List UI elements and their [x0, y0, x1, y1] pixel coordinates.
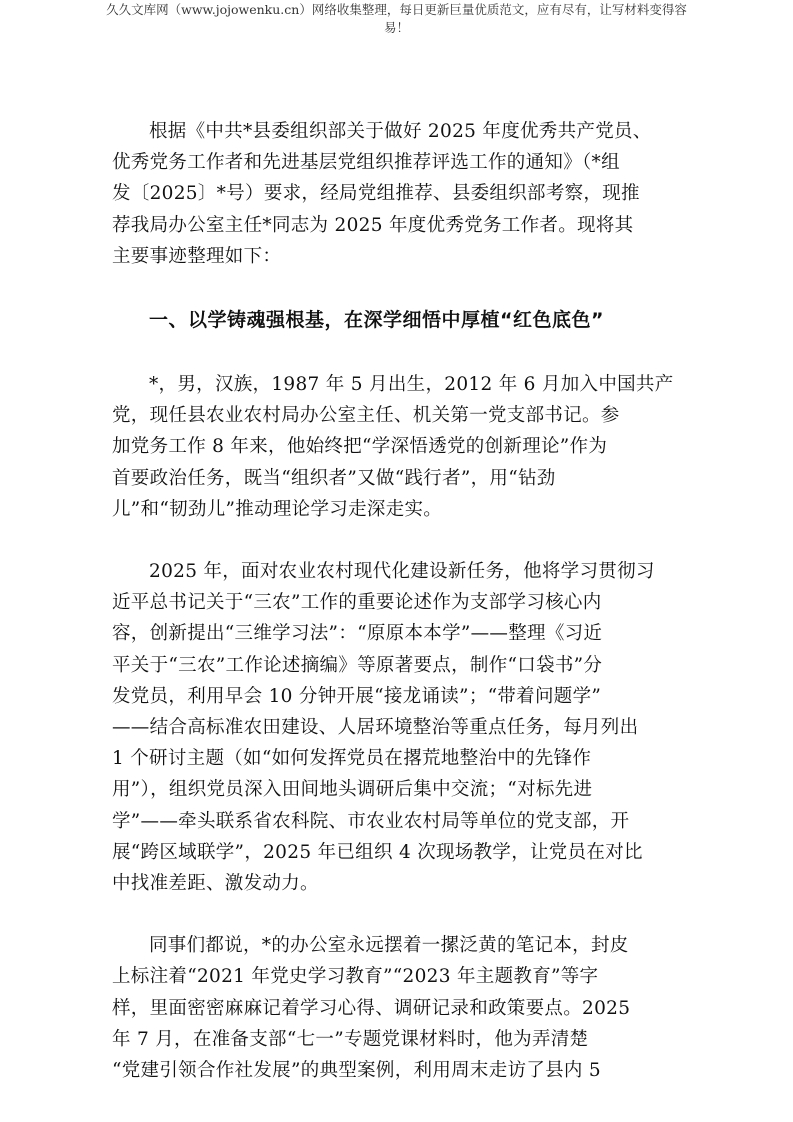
text-line: 展“跨区域联学”，2025 年已组织 4 次现场教学，让党员在对比: [112, 841, 643, 863]
text-line: 2025 年，面对农业农村现代化建设新任务，他将学习贯彻习: [149, 561, 655, 583]
text-line: 党，现任县农业农村局办公室主任、机关第一党支部书记。参: [112, 405, 620, 427]
text-line: 发党员，利用早会 10 分钟开展“接龙诵读”；“带着问题学”: [112, 685, 602, 707]
text-line: “党建引领合作社发展”的典型案例，利用周末走访了县内 5: [112, 1060, 601, 1082]
text-line: ——结合高标准农田建设、人居环境整治等重点任务，每月列出: [112, 717, 639, 739]
text-line: 根据《中共*县委组织部关于做好 2025 年度优秀共产党员、: [149, 121, 652, 142]
text-line: 上标注着“2021 年党史学习教育”“2023 年主题教育”等字: [112, 966, 599, 988]
text-line: 学”——牵头联系省农科院、市农业农村局等单位的党支部，开: [112, 810, 630, 832]
text-line: *，男，汉族，1987 年 5 月出生，2012 年 6 月加入中国共产: [149, 374, 674, 396]
text-line: 样，里面密密麻麻记着学习心得、调研记录和政策要点。2025: [112, 997, 631, 1019]
body-paragraph-3: [112, 930, 696, 1086]
section-heading-text: 一、以学铸魂强根基，在深学细悟中厚植“红色底色”: [149, 309, 604, 332]
body-paragraph-1: [112, 369, 696, 525]
text-line: 容，创新提出“三维学习法”：“原原本本学”——整理《习近: [112, 623, 603, 645]
body-paragraph-2: [112, 556, 696, 899]
text-line: 同事们都说，*的办公室永远摆着一摞泛黄的笔记本，封皮: [149, 935, 629, 957]
page-header: [0, 0, 793, 37]
text-line: 用”），组织党员深入田间地头调研后集中交流；“对标先进: [112, 779, 593, 801]
text-line: 近平总书记关于“三农”工作的重要论述作为支部学习核心内: [112, 592, 602, 614]
text-line: 荐我局办公室主任*同志为 2025 年度优秀党务工作者。现将其: [112, 214, 634, 236]
intro-paragraph: [112, 116, 696, 272]
text-line: 年 7 月，在准备支部“七一”专题党课材料时，他为弄清楚: [112, 1028, 589, 1050]
text-line: 优秀党务工作者和先进基层党组织推荐评选工作的通知》（*组: [112, 152, 620, 174]
text-line: 中找准差距、激发动力。: [112, 873, 319, 895]
header-line-2: 易！: [383, 20, 409, 35]
text-line: 主要事迹整理如下：: [112, 245, 282, 267]
text-line: 1 个研讨主题（如“如何发挥党员在撂荒地整治中的先锋作: [112, 748, 592, 770]
text-line: 儿”和“韧劲儿”推动理论学习走深走实。: [112, 498, 443, 520]
section-heading: [112, 305, 696, 336]
header-line-1: 久久文库网（www.jojowenku.cn）网络收集整理，每日更新巨量优质范文，应有尽有，让写材料变得容: [106, 2, 687, 17]
text-line: 发〔2025〕*号）要求，经局党组推荐、县委组织部考察，现推: [112, 183, 640, 205]
text-line: 加党务工作 8 年来，他始终把“学深悟透党的创新理论”作为: [112, 436, 608, 458]
text-line: 平关于“三农”工作论述摘编》等原著要点，制作“口袋书”分: [112, 654, 603, 676]
document-body: [112, 116, 696, 1086]
text-line: 首要政治任务，既当“组织者”又做“践行者”，用“钻劲: [112, 467, 556, 489]
